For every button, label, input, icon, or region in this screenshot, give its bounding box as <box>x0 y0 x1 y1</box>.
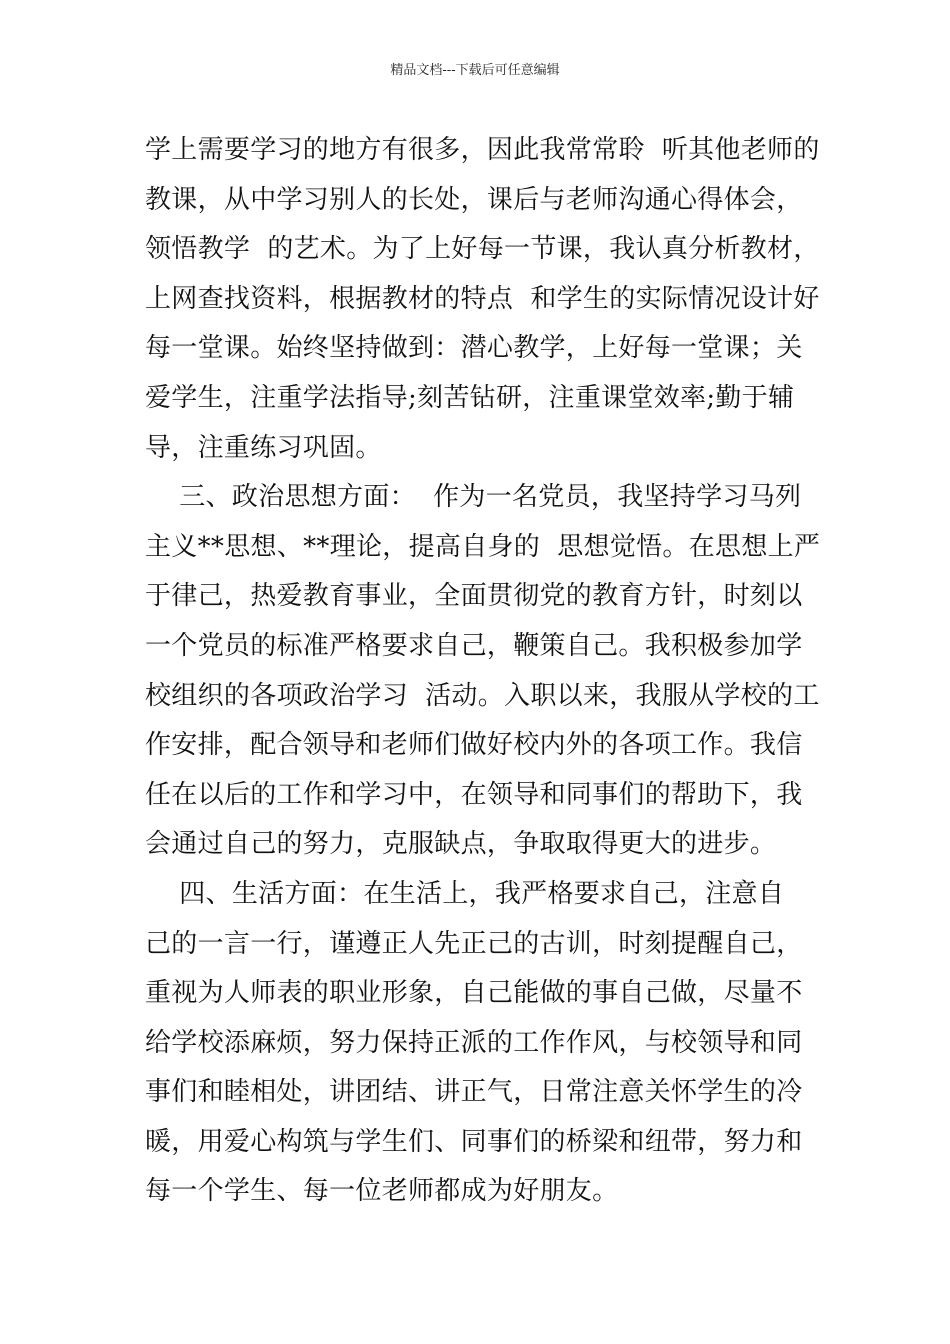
text-line: 事们和睦相处，讲团结、讲正气，日常注意关怀学生的冷 <box>145 1077 803 1108</box>
text-line: 任在以后的工作和学习中，在领导和同事们的帮助下，我 <box>145 779 803 810</box>
text-line: 主义**思想、**理论，提高自身的 思想觉悟。在思想上严 <box>145 531 821 562</box>
text-line: 会通过自己的努力，克服缺点，争取取得更大的进步。 <box>145 829 777 860</box>
text-line: 领悟教学 的艺术。为了上好每一节课，我认真分析教材， <box>145 234 820 265</box>
text-line: 爱学生，注重学法指导;刻苦钻研，注重课堂效率;勤于辅 <box>145 382 795 413</box>
text-line: 教课，从中学习别人的长处，课后与老师沟通心得体会， <box>145 184 803 215</box>
text-line: 校组织的各项政治学习 活动。入职以来，我服从学校的工 <box>145 680 820 711</box>
paragraph-start-line: 四、生活方面：在生活上，我严格要求自己，注意自 <box>145 878 785 909</box>
text-line: 每一堂课。始终坚持做到：潜心教学，上好每一堂课；关 <box>145 333 803 364</box>
text-line: 给学校添麻烦，努力保持正派的工作作风，与校领导和同 <box>145 1027 803 1058</box>
text-line: 每一个学生、每一位老师都成为好朋友。 <box>145 1176 619 1207</box>
text-line: 上网查找资料，根据教材的特点 和学生的实际情况设计好 <box>145 283 820 314</box>
text-line: 学上需要学习的地方有很多，因此我常常聆 听其他老师的 <box>145 135 820 165</box>
text-line: 于律己，热爱教育事业，全面贯彻党的教育方针，时刻以 <box>145 581 803 612</box>
text-line: 暖，用爱心构筑与学生们、同事们的桥梁和纽带，努力和 <box>145 1126 803 1157</box>
page-header: 精品文档---下载后可任意编辑 <box>390 63 560 78</box>
text-line: 一个党员的标准严格要求自己，鞭策自己。我积极参加学 <box>145 630 803 661</box>
paragraph-start-line: 三、政治思想方面： 作为一名党员，我坚持学习马列 <box>145 482 802 513</box>
text-line: 己的一言一行，谨遵正人先正己的古训，时刻提醒自己， <box>145 928 803 959</box>
text-line: 作安排，配合领导和老师们做好校内外的各项工作。我信 <box>145 730 803 761</box>
text-line: 导，注重练习巩固。 <box>145 432 382 463</box>
text-line: 重视为人师表的职业形象，自己能做的事自己做，尽量不 <box>145 978 803 1009</box>
document-body <box>145 126 821 1217</box>
